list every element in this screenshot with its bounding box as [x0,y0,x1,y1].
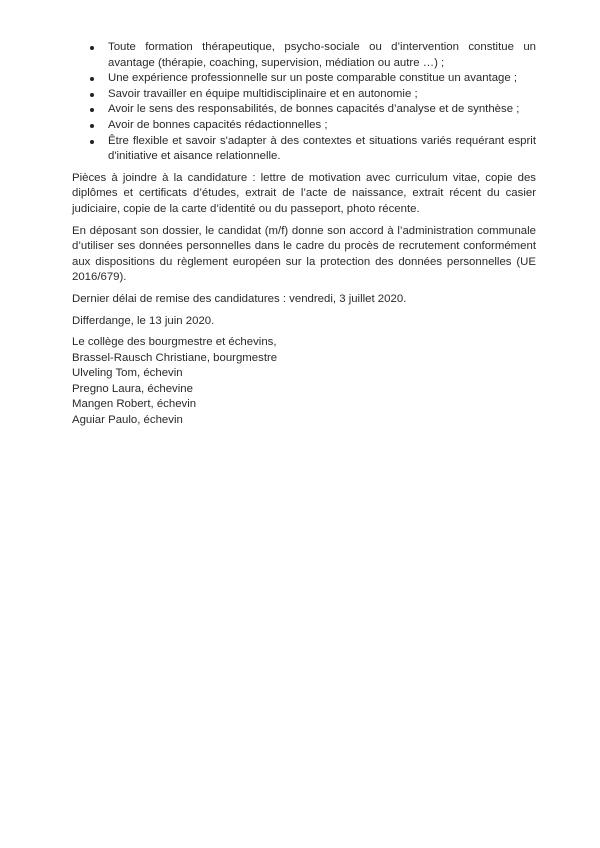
requirement-text: Avoir le sens des responsabilités, de bonnes capacités d’analyse et de synthèse ; [108,103,520,116]
privacy-paragraph: En déposant son dossier, le candidat (m/f) donne son accord à l’administration communale d’utiliser ses données personnelles dans le cadre du procès de recrutement conformément aux dispositions du règlement européen sur la protection des données personnelles (UE 2016/679). [72,224,536,284]
document-page [72,40,536,429]
signatory-line: Aguiar Paulo, échevin [72,414,183,427]
bullet-icon [90,46,94,50]
bullet-icon [90,77,94,81]
list-item [72,71,536,87]
documents-paragraph: Pièces à joindre à la candidature : lettre de motivation avec curriculum vitae, copie des diplômes et certificats d’études, extrait de l’acte de naissance, extrait récent du casier judiciaire, copie de la carte d’identité ou du passeport, photo récente. [72,171,536,215]
signatory-line: Ulveling Tom, échevin [72,367,183,380]
bullet-icon [90,124,94,128]
signatory-line: Pregno Laura, échevine [72,382,193,395]
requirement-text: Savoir travailler en équipe multidisciplinaire et en autonomie ; [108,87,418,100]
bullet-icon [90,93,94,97]
signatory-line: Brassel-Rausch Christiane, bourgmestre [72,351,278,364]
requirement-text: Être flexible et savoir s'adapter à des contextes et situations variés requérant esprit d'initiative et aisance relationnelle. [108,134,536,163]
list-item [72,102,536,118]
requirement-text: Toute formation thérapeutique, psycho-sociale ou d’intervention constitue un avantage (thérapie, coaching, supervision, médiation ou autre …) ; [108,41,536,69]
place-date-text: Differdange, le 13 juin 2020. [72,314,215,327]
requirement-text: Une expérience professionnelle sur un poste comparable constitue un avantage ; [108,72,518,85]
signature-block [72,335,536,429]
bullet-icon [90,108,94,112]
list-item [72,134,536,165]
list-item [72,118,536,134]
bullet-icon [90,140,94,144]
list-item [72,87,536,103]
requirement-text: Avoir de bonnes capacités rédactionnelles ; [108,118,328,131]
deadline-text: Dernier délai de remise des candidatures : vendredi, 3 juillet 2020. [72,292,407,305]
list-item [72,40,536,71]
requirements-list [72,40,536,165]
signatory-line: Mangen Robert, échevin [72,398,197,411]
signatory-line: Le collège des bourgmestre et échevins, [72,336,277,349]
